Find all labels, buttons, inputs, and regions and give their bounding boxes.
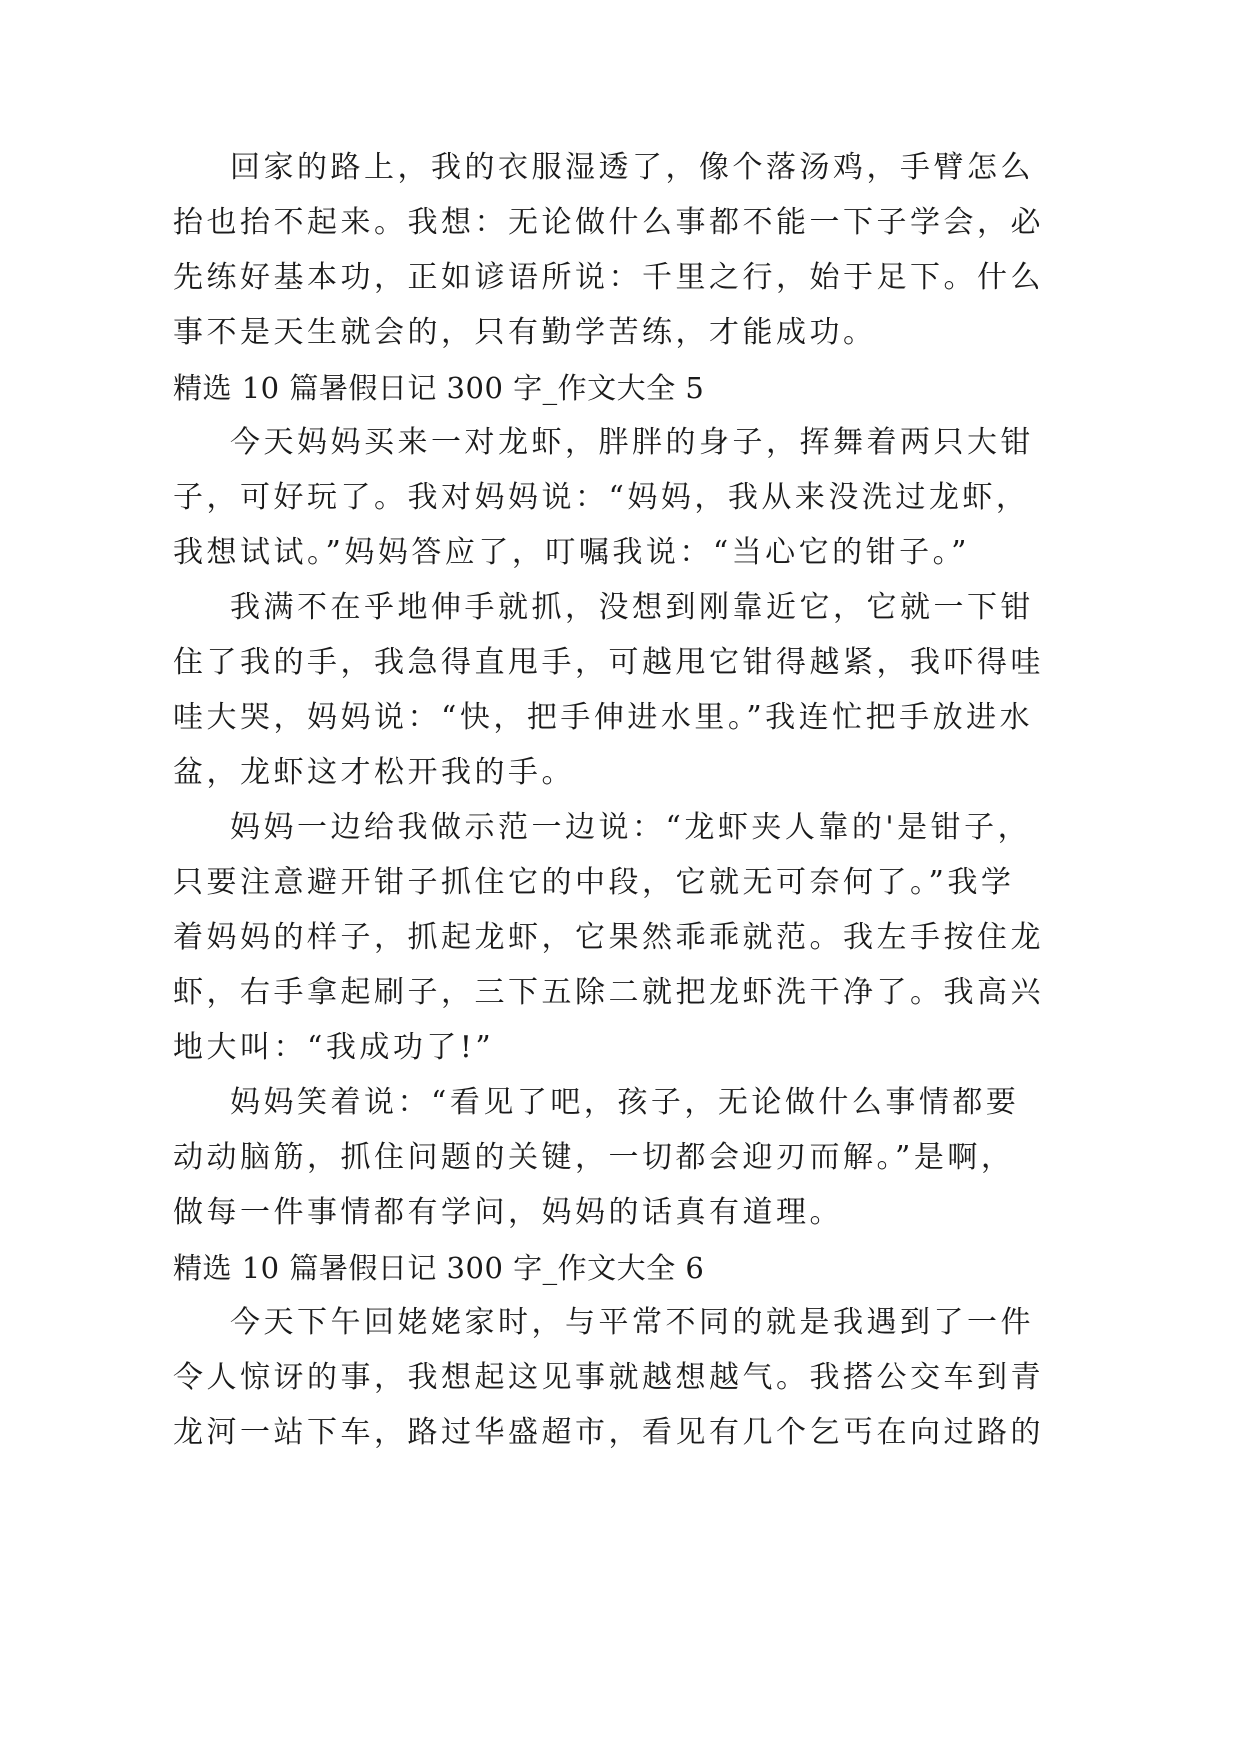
paragraph-first-line: 回家的路上，我的衣服湿透了，像个落汤鸡，手臂怎么 <box>230 150 1034 185</box>
paragraph-line: 我想试试。”妈妈答应了，叮嘱我说：“当心它的钳子。” <box>173 535 971 570</box>
paragraph-line: 龙河一站下车，路过华盛超市，看见有几个乞丐在向过路的 <box>173 1415 1044 1450</box>
paragraph-first-line: 妈妈一边给我做示范一边说：“龙虾夹人靠的'是钳子， <box>230 810 1032 845</box>
paragraph-line: 只要注意避开钳子抓住它的中段，它就无可奈何了。”我学 <box>173 865 1015 900</box>
paragraph-first-line: 我满不在乎地伸手就抓，没想到刚靠近它，它就一下钳 <box>230 590 1034 625</box>
paragraph-first-line: 今天下午回姥姥家时，与平常不同的就是我遇到了一件 <box>230 1305 1034 1340</box>
paragraph-line: 做每一件事情都有学问，妈妈的话真有道理。 <box>173 1195 843 1230</box>
paragraph-line: 先练好基本功，正如谚语所说：千里之行，始于足下。什么 <box>173 260 1044 295</box>
paragraph-line: 令人惊讶的事，我想起这见事就越想越气。我搭公交车到青 <box>173 1360 1044 1395</box>
section-title: 精选 10 篇暑假日记 300 字_作文大全 6 <box>173 1251 705 1285</box>
paragraph-line: 地大叫：“我成功了!” <box>173 1030 495 1065</box>
paragraph-line: 盆，龙虾这才松开我的手。 <box>173 755 575 790</box>
paragraph-line: 子，可好玩了。我对妈妈说：“妈妈，我从来没洗过龙虾， <box>173 480 1030 515</box>
paragraph-line: 着妈妈的样子，抓起龙虾，它果然乖乖就范。我左手按住龙 <box>173 920 1044 955</box>
paragraph-first-line: 妈妈笑着说：“看见了吧，孩子，无论做什么事情都要 <box>230 1085 1020 1120</box>
paragraph-line: 哇大哭，妈妈说：“快，把手伸进水里。”我连忙把手放进水 <box>173 700 1034 735</box>
paragraph-line: 动动脑筋，抓住问题的关键，一切都会迎刃而解。”是啊， <box>173 1140 1015 1175</box>
paragraph-first-line: 今天妈妈买来一对龙虾，胖胖的身子，挥舞着两只大钳 <box>230 425 1034 460</box>
paragraph-line: 事不是天生就会的，只有勤学苦练，才能成功。 <box>173 315 877 350</box>
paragraph-line: 虾，右手拿起刷子，三下五除二就把龙虾洗干净了。我高兴 <box>173 975 1044 1010</box>
section-title: 精选 10 篇暑假日记 300 字_作文大全 5 <box>173 371 705 405</box>
paragraph-line: 抬也抬不起来。我想：无论做什么事都不能一下子学会，必 <box>173 205 1044 240</box>
paragraph-line: 住了我的手，我急得直甩手，可越甩它钳得越紧，我吓得哇 <box>173 645 1044 680</box>
